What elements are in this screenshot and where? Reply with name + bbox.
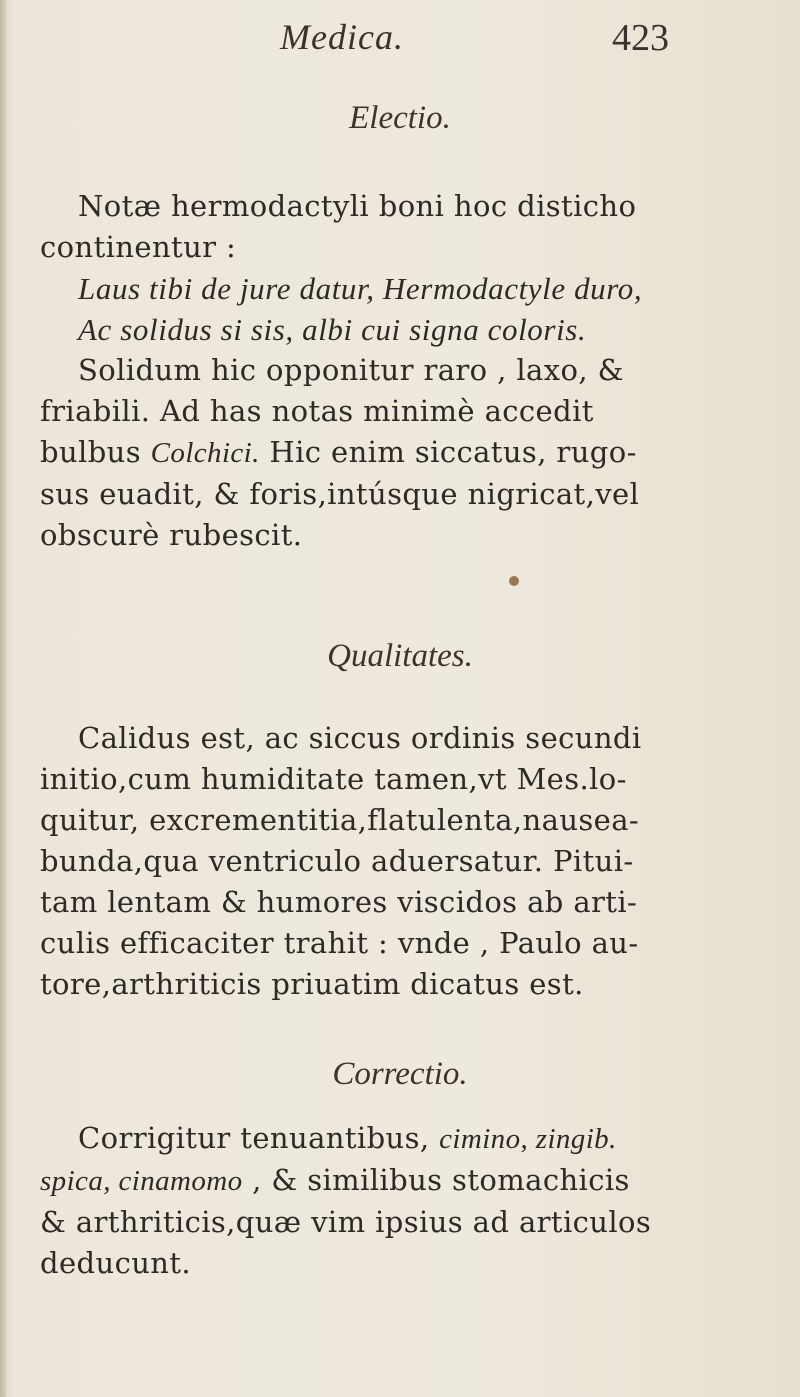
text-line: initio,cum humiditate tamen,vt Mes.lo- xyxy=(40,762,627,796)
section-heading-qualitates: Qualitates. xyxy=(327,638,473,674)
text-segment: Corrigitur tenuantibus, xyxy=(78,1121,440,1155)
page-binding-edge xyxy=(0,0,6,1397)
section-body-correctio xyxy=(40,1118,730,1284)
text-line: quitur, excrementitia,flatulenta,nausea- xyxy=(40,803,640,837)
text-line: continentur : xyxy=(40,230,237,264)
text-line: obscurè rubescit. xyxy=(40,518,303,552)
page-number: 423 xyxy=(612,17,669,59)
section-body-qualitates xyxy=(40,718,730,1005)
text-line: bunda,qua ventriculo aduersatur. Pitui- xyxy=(40,844,634,878)
text-segment: Hic enim siccatus, rugo- xyxy=(259,435,637,469)
text-line: deducunt. xyxy=(40,1246,192,1280)
section-heading-electio: Electio. xyxy=(349,100,451,136)
italic-term-colchici: Colchici. xyxy=(150,437,260,469)
text-line: sus euadit, & foris,intúsque nigricat,vel xyxy=(40,477,640,511)
text-line xyxy=(40,1160,730,1202)
text-line xyxy=(40,432,730,474)
text-line: tam lentam & humores viscidos ab arti- xyxy=(40,885,638,919)
italic-terms: cimino, zingib. xyxy=(439,1123,617,1155)
page-header xyxy=(0,8,800,58)
text-line: friabili. Ad has notas minimè accedit xyxy=(40,394,594,428)
running-head: Medica. xyxy=(280,17,404,57)
text-line xyxy=(40,1118,730,1160)
text-line: culis efficaciter trahit : vnde , Paulo au- xyxy=(40,926,639,960)
text-line: Calidus est, ac siccus ordinis secundi xyxy=(78,721,642,755)
section-heading-correctio: Correctio. xyxy=(332,1056,468,1092)
text-segment: , & similibus stomachicis xyxy=(242,1163,630,1197)
verse-line: Ac solidus si sis, albi cui signa coloris. xyxy=(78,312,587,347)
text-line: & arthriticis,quæ vim ipsius ad articulos xyxy=(40,1205,652,1239)
italic-terms: spica, cinamomo xyxy=(40,1165,243,1197)
ink-spot xyxy=(509,576,519,586)
text-line: Notæ hermodactyli boni hoc disticho xyxy=(78,189,637,223)
section-body-electio xyxy=(40,186,730,556)
text-line: Solidum hic opponitur raro , laxo, & xyxy=(78,353,624,387)
text-line: tore,arthriticis priuatim dicatus est. xyxy=(40,967,584,1001)
text-segment: bulbus xyxy=(40,435,151,469)
verse-line: Laus tibi de jure datur, Hermodactyle duro, xyxy=(78,271,643,306)
